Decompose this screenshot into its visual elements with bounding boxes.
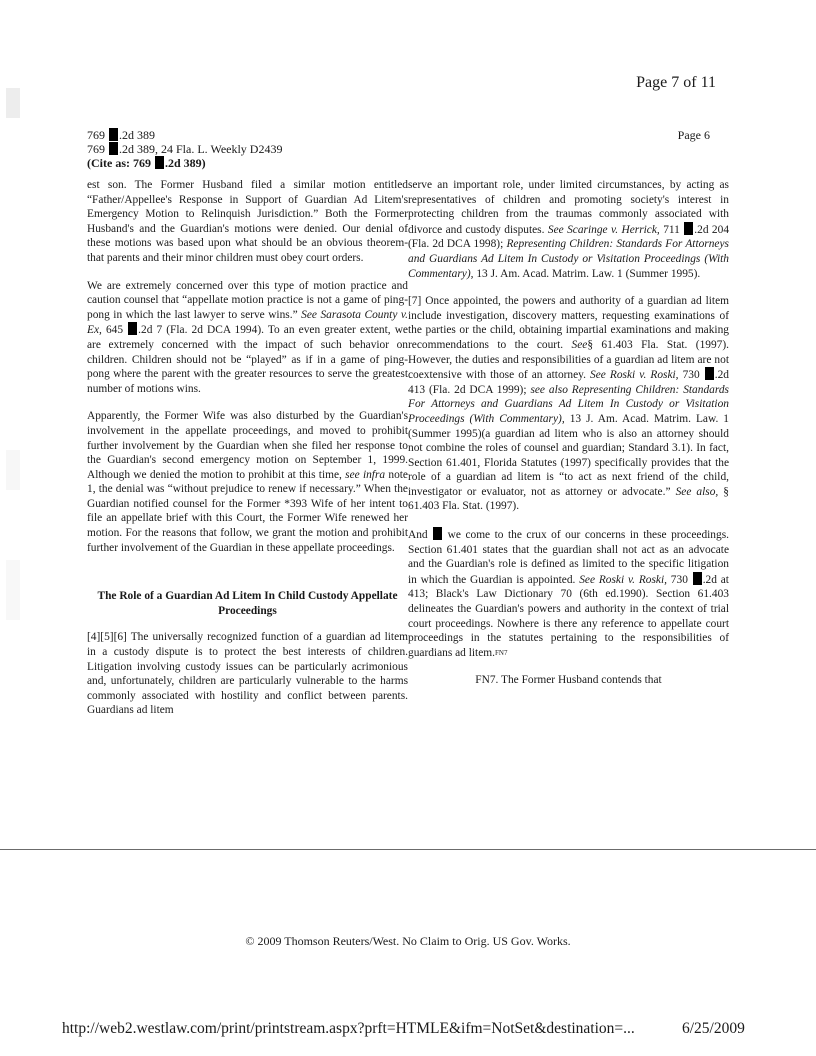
footnote-text: FN7. The Former Husband contends that xyxy=(475,674,662,687)
right-column xyxy=(408,178,729,688)
scan-artifact xyxy=(6,88,20,118)
paragraph: And we come to the crux of our concerns in these proceedings. Section 61.401 states that the guardian shall not act as an advocate and the Guardian's role is defined as limited to the specific litigation in which the Guardian is appointed. See Roski v. Roski, 730 .2d at 413; Black's Law Dictionary 70 (6th ed.1990). Section 61.403 delineates the Guardian's powers and authority in the context of trial court proceedings. Nowhere is there any reference to appellate court proceedings in the statutes pertaining to the responsibilities of guardians ad litem.$^{FN7}$ xyxy=(408,529,729,659)
case-citation-link[interactable]: See Scaringe v. Herrick, xyxy=(547,223,660,236)
paragraph: est son. The Former Husband filed a similar motion entitled “Father/Appellee's Response in Support of Guardian Ad Litem's Emergency Motion to Relinquish Jurisdiction.” Both the Former Husband's and the Guardian's motions were denied. Our denial of these motions was based upon what should be an obvious theorem-that parents and their minor children must obey court orders. xyxy=(87,179,408,264)
case-citation-link[interactable]: See Roski v. Roski, xyxy=(590,369,679,382)
citation-volume: 769 xyxy=(87,128,105,142)
page-counter: Page 7 of 11 xyxy=(636,74,716,91)
print-url: http://web2.westlaw.com/print/printstream.aspx?prft=HTMLE&ifm=NotSet&destination=... xyxy=(62,1020,635,1037)
cite-as-line xyxy=(87,156,282,170)
citation-block xyxy=(87,128,282,170)
citation-reporter: .2d 389 xyxy=(119,128,155,142)
citation-reporter: .2d 389, 24 Fla. L. Weekly D2439 xyxy=(119,142,283,156)
secondary-source-link[interactable]: see also Representing Children: Standards For Attorneys and Guardians Ad Litem In Custody or Visitation Proceedings (With Commentary), xyxy=(408,383,729,425)
footnote-marker[interactable]: FN7 xyxy=(495,648,508,657)
cite-as-suffix: .2d 389) xyxy=(164,156,206,170)
citation-line-1 xyxy=(87,128,282,142)
page-divider xyxy=(0,849,816,850)
citation-line-2 xyxy=(87,142,282,156)
copyright-notice: © 2009 Thomson Reuters/West. No Claim to Orig. US Gov. Works. xyxy=(245,934,571,948)
scan-artifact xyxy=(6,560,20,620)
paragraph: [7] Once appointed, the powers and authority of a guardian ad litem include investigation, discovery matters, requesting examinations of the parties or the child, obtaining impartial examinations and making recommendations to the court. See§ 61.403 Fla. Stat. (1997). However, the duties and responsibilities of a guardian ad litem are not coextensive with those of an attorney. See Roski v. Roski, 730 .2d 413 (Fla. 2d DCA 1999); see also Representing Children: Standards For Attorneys and Guardians Ad Litem In Custody or Visitation Proceedings (With Commentary), 13 J. Am. Acad. Matrim. Law. 1 (Summer 1995)(a guardian ad litem who is also an attorney should not combine the roles of counsel and guardian; Standard 3.1). In fact, Section 61.401, Florida Statutes (1997) specifically provides that the role of a guardian ad litem is “to act as next friend of the child, investigator or evaluator, not as attorney or advocate.” See also, § 61.403 Fla. Stat. (1997). xyxy=(408,295,729,513)
redaction-mark xyxy=(693,572,702,585)
cite-as-prefix: (Cite as: 769 xyxy=(87,156,151,170)
redaction-mark xyxy=(128,322,137,335)
secondary-source-link[interactable]: Representing Children: Standards For Attorneys and Guardians Ad Litem In Custody or Visitation Proceedings (With Commentary), xyxy=(408,238,729,280)
case-citation-link[interactable]: See Roski v. Roski, xyxy=(579,573,667,586)
section-heading: The Role of a Guardian Ad Litem In Child Custody Appellate Proceedings xyxy=(97,590,398,617)
paragraph: serve an important role, under limited circumstances, by acting as representatives of children and promoting society's interest in protecting children from the traumas commonly associated with divorce and custody disputes. See Scaringe v. Herrick, 711 .2d 204 (Fla. 2d DCA 1998); Representing Children: Standards For Attorneys and Guardians Ad Litem In Custody or Visitation Proceedings (With Commentary), 13 J. Am. Acad. Matrim. Law. 1 (Summer 1995). xyxy=(408,179,730,280)
case-citation-link[interactable]: See Sarasota County v. Ex, xyxy=(87,308,408,337)
redaction-mark xyxy=(684,222,693,235)
redaction-mark xyxy=(433,527,442,540)
page-number: Page 6 xyxy=(677,128,710,142)
paragraph: Apparently, the Former Wife was also disturbed by the Guardian's involvement in the appellate proceedings, and moved to prohibit further involvement by the Guardian when she filed her response to the Guardian's second emergency motion on September 1, 1999. Although we denied the motion to prohibit at this time, see infra note 1, the denial was “without prejudice to renew if necessary.” When the Guardian notified counsel for the Former *393 Wife of her intent to file an appellate brief with this Court, the Former Wife renewed her motion. For the reasons that follow, we grant the motion and prohibit further involvement of the Guardian in these appellate proceedings. xyxy=(87,410,408,554)
paragraph: [4][5][6] The universally recognized function of a guardian ad litem in a custody dispute is to protect the best interests of children. Litigation involving custody issues can be particularly acrimonious and, unfortunately, children are particularly vulnerable to the harms commonly associated with hostility and conflict between parents. Guardians ad litem xyxy=(87,631,408,717)
print-date: 6/25/2009 xyxy=(682,1020,745,1037)
redaction-mark xyxy=(705,367,714,380)
scan-artifact xyxy=(6,450,20,490)
redaction-mark xyxy=(109,142,118,155)
redaction-mark xyxy=(109,128,118,141)
paragraph: We are extremely concerned over this type of motion practice and caution counsel that “appellate motion practice is not a game of ping-pong in which the last lawyer to serve wins.” See Sarasota County v. Ex, 645 .2d 7 (Fla. 2d DCA 1994). To an even greater extent, we are extremely concerned with the impact of such behavior on children. Children should not be “played” as if in a game of ping-pong where the parent with the greater resources to serve the greatest number of motions wins. xyxy=(87,279,408,395)
redaction-mark xyxy=(155,156,164,169)
left-column xyxy=(87,178,408,731)
citation-volume: 769 xyxy=(87,142,105,156)
footnote-reference[interactable]: see infra xyxy=(345,468,386,481)
